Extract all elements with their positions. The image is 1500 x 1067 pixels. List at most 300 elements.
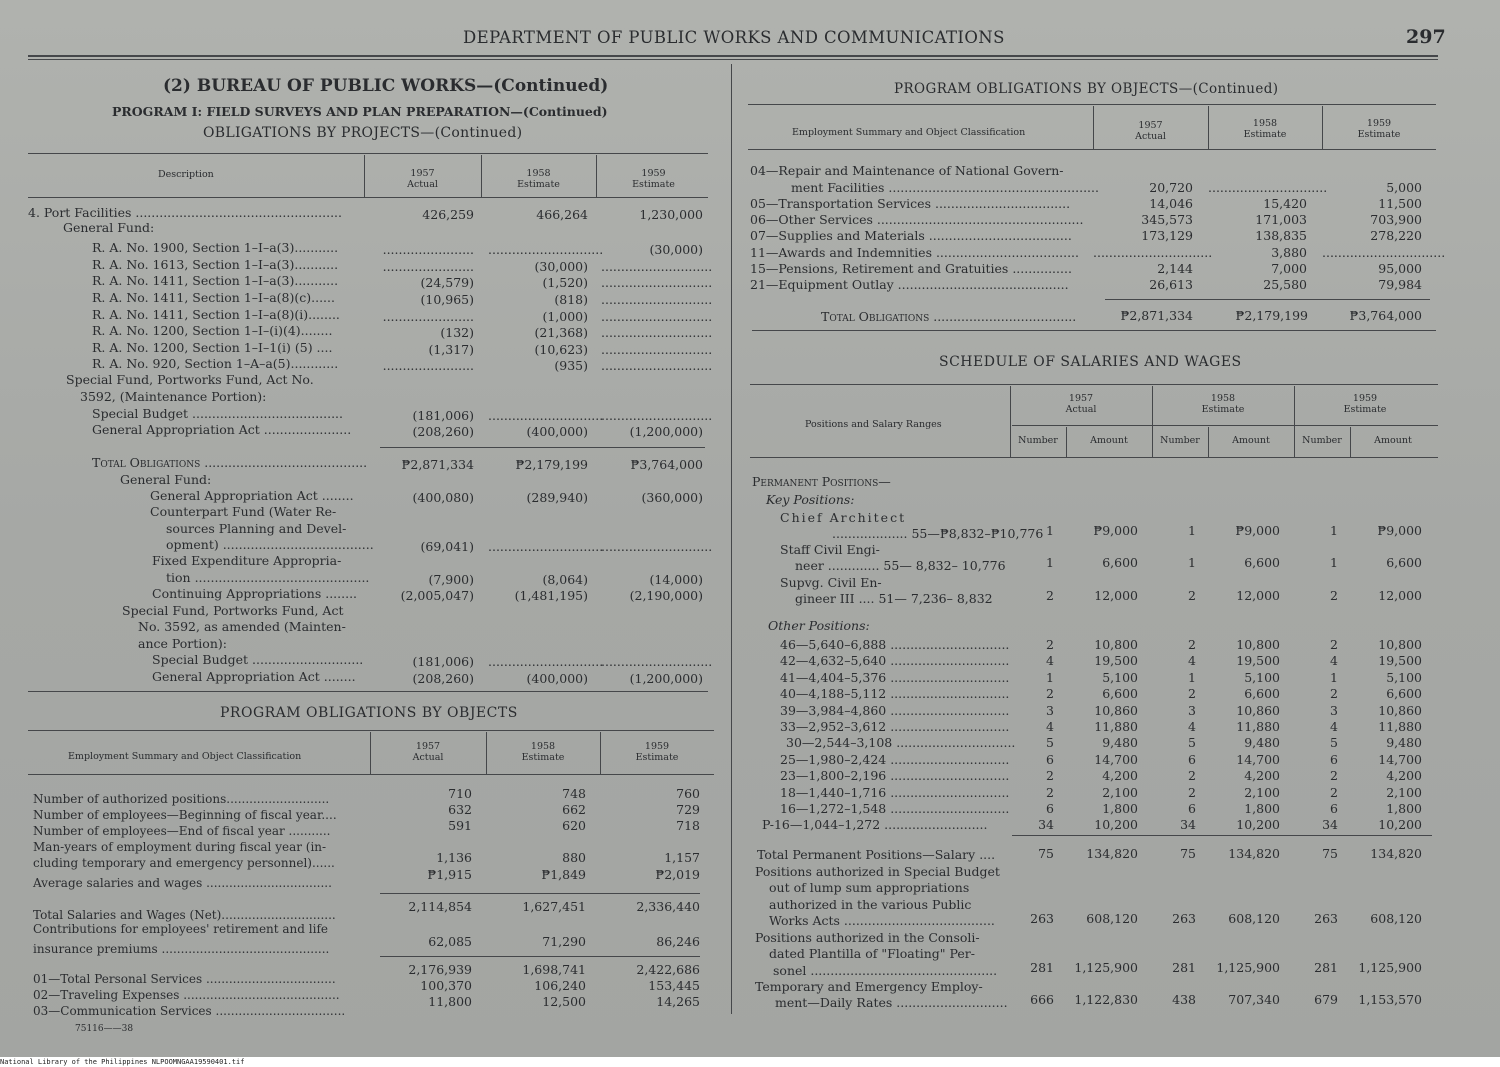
total-row-label: General Appropriation Act ........ bbox=[152, 669, 356, 684]
object-row-label: 06—Other Services .................................................... bbox=[750, 212, 1084, 227]
sched-amount: 12,000 bbox=[1094, 588, 1138, 603]
total-row-label: No. 3592, as amended (Mainten- bbox=[138, 619, 346, 634]
pobo-row-label: cluding temporary and emergency personnel)...... bbox=[33, 856, 335, 870]
total-row-value: (208,260) bbox=[412, 671, 474, 686]
project-row-value: ....................... bbox=[382, 309, 474, 324]
project-row-label: 4. Port Facilities .................................................... bbox=[28, 205, 342, 220]
sched-amount: 134,820 bbox=[1370, 846, 1422, 861]
total-row-value: (14,000) bbox=[649, 572, 703, 587]
section-rule bbox=[28, 691, 708, 692]
sched-number: 2 bbox=[1046, 588, 1054, 603]
sched-number: 4 bbox=[1046, 719, 1054, 734]
project-row-value: ............................ bbox=[601, 259, 713, 274]
project-row-value: (30,000) bbox=[534, 259, 588, 274]
sched-amount: 2,100 bbox=[1102, 785, 1138, 800]
project-row-label: General Appropriation Act ...................... bbox=[92, 422, 352, 437]
object-row-value: 138,835 bbox=[1255, 228, 1307, 243]
pobo-row-value: ₱1,915 bbox=[427, 867, 472, 882]
column-divider bbox=[731, 64, 732, 1014]
key-position-title: Supvg. Civil En- bbox=[780, 575, 882, 590]
sched-number: 1 bbox=[1046, 523, 1054, 538]
pobo-row-value: 1,698,741 bbox=[522, 962, 586, 977]
sched-amount: 10,200 bbox=[1236, 817, 1280, 832]
sched-number: 1 bbox=[1330, 555, 1338, 570]
sched-amount: 134,820 bbox=[1086, 846, 1138, 861]
total-row-value: ₱2,871,334 bbox=[401, 457, 474, 472]
summary-row-label: out of lump sum appropriations bbox=[769, 880, 970, 896]
total-row-value: ............................ bbox=[601, 654, 713, 669]
sched-number: 2 bbox=[1188, 588, 1196, 603]
pobo-row-value: 2,422,686 bbox=[636, 962, 700, 977]
total-row-label: Total Obligations ......................................... bbox=[92, 455, 368, 470]
sched-top-rule bbox=[750, 384, 1438, 385]
total-row-label: opment) ...................................... bbox=[166, 537, 374, 552]
sched-number: 2 bbox=[1188, 686, 1196, 701]
sched-number: 5 bbox=[1330, 735, 1338, 750]
sched-number: 666 bbox=[1030, 992, 1054, 1007]
sched-amount: 19,500 bbox=[1236, 653, 1280, 668]
sched-number: 263 bbox=[1030, 911, 1054, 926]
footnote: 75116——38 bbox=[75, 1024, 134, 1034]
project-row-value: (1,000) bbox=[542, 309, 588, 324]
pobo-row-value: 86,246 bbox=[656, 934, 700, 949]
project-row-value: (935) bbox=[554, 358, 588, 373]
object-row-label: 05—Transportation Services .................................. bbox=[750, 196, 1071, 211]
salary-range: 23—1,800–2,196 .............................. bbox=[780, 768, 1010, 783]
salary-range: 39—3,984–4,860 .............................. bbox=[780, 703, 1010, 718]
sched-number: 2 bbox=[1046, 768, 1054, 783]
sched-amount: 19,500 bbox=[1094, 653, 1138, 668]
pobo-row-label: Total Salaries and Wages (Net).............................. bbox=[33, 908, 336, 922]
sched-number-head: Number bbox=[1302, 435, 1342, 446]
project-row-value: ............................ bbox=[601, 408, 713, 423]
subtotal-rule bbox=[380, 447, 705, 448]
sched-amount: 6,600 bbox=[1386, 686, 1422, 701]
object-row-label: 04—Repair and Maintenance of National Govern- bbox=[750, 163, 1064, 178]
pobo-row-value: ₱1,849 bbox=[541, 867, 586, 882]
sched-amount: 6,600 bbox=[1386, 555, 1422, 570]
project-row-value: (21,368) bbox=[534, 325, 588, 340]
pobo-row-value: 620 bbox=[562, 818, 586, 833]
project-row-value: ............................ bbox=[601, 309, 713, 324]
sched-amount: 608,120 bbox=[1228, 911, 1280, 926]
pobo-row-label: 01—Total Personal Services .................................. bbox=[33, 972, 336, 986]
sched-number: 4 bbox=[1330, 719, 1338, 734]
object-row-value: 95,000 bbox=[1378, 261, 1422, 276]
project-row-label: R. A. No. 920, Section 1–A–a(5)............ bbox=[92, 356, 339, 371]
sched-number-head: Number bbox=[1018, 435, 1058, 446]
pobo-col-1957: 1957 Actual bbox=[412, 741, 444, 763]
sched-amount: 14,700 bbox=[1236, 752, 1280, 767]
sched-number: 34 bbox=[1038, 817, 1054, 832]
key-position-title: Chief Architect bbox=[780, 510, 907, 525]
salary-range: 46—5,640–6,888 .............................. bbox=[780, 637, 1010, 652]
page-header: DEPARTMENT OF PUBLIC WORKS AND COMMUNICATIONS bbox=[463, 28, 1005, 47]
pobo-row-label: Number of employees—Beginning of fiscal year.... bbox=[33, 808, 337, 822]
sched-amount: 10,860 bbox=[1378, 703, 1422, 718]
pobo-row-value: 11,800 bbox=[428, 994, 472, 1009]
project-row-label: R. A. No. 1200, Section 1–I–(i)(4)........ bbox=[92, 323, 333, 338]
pobo-row-label: Man-years of employment during fiscal year (in- bbox=[33, 840, 327, 854]
sum-rule bbox=[380, 956, 700, 957]
object-row-value: 11,500 bbox=[1378, 196, 1422, 211]
object-row-value: 5,000 bbox=[1386, 180, 1422, 195]
summary-row-label: sonel ............................................... bbox=[773, 962, 998, 978]
sched-amount: 4,200 bbox=[1102, 768, 1138, 783]
total-row-value: (8,064) bbox=[542, 572, 588, 587]
project-row-value: ....................... bbox=[382, 242, 474, 257]
summary-row-label: authorized in the various Public bbox=[769, 896, 972, 912]
sched-amount: 1,800 bbox=[1244, 801, 1280, 816]
pobo-row-value: 100,370 bbox=[420, 978, 472, 993]
sched-number-head: Number bbox=[1160, 435, 1200, 446]
sched-amount: 1,125,900 bbox=[1358, 960, 1422, 975]
sched-number: 1 bbox=[1188, 670, 1196, 685]
project-row-value: (1,200,000) bbox=[629, 424, 703, 439]
project-row-label: Special Budget ...................................... bbox=[92, 406, 344, 421]
sched-number: 6 bbox=[1330, 752, 1338, 767]
project-row-label: Special Fund, Portworks Fund, Act No. bbox=[66, 372, 314, 387]
pobo-row-value: 14,265 bbox=[656, 994, 700, 1009]
pobo-row-value: 760 bbox=[676, 786, 700, 801]
pobo-row-value: 2,114,854 bbox=[408, 899, 472, 914]
total-row-value: ............................. bbox=[488, 539, 604, 554]
table1-top-rule bbox=[28, 153, 708, 154]
sched-number: 75 bbox=[1322, 846, 1338, 861]
sched-number: 2 bbox=[1188, 637, 1196, 652]
salary-range: 16—1,272–1,548 .............................. bbox=[780, 801, 1010, 816]
r-col-desc: Employment Summary and Object Classification bbox=[792, 127, 1026, 138]
sched-number: 281 bbox=[1314, 960, 1338, 975]
pobo-row-value: 71,290 bbox=[542, 934, 586, 949]
r-col-1957: 1957 Actual bbox=[1135, 120, 1166, 142]
pobo-row-value: 2,176,939 bbox=[408, 962, 472, 977]
project-row-value: ............................. bbox=[488, 408, 604, 423]
sched-amount: 10,800 bbox=[1094, 637, 1138, 652]
sched-number: 6 bbox=[1188, 801, 1196, 816]
project-row-value: ............................ bbox=[601, 358, 713, 373]
sched-amount: 5,100 bbox=[1386, 670, 1422, 685]
schedule-title: SCHEDULE OF SALARIES AND WAGES bbox=[939, 354, 1242, 370]
summary-row-label: ment—Daily Rates ............................ bbox=[775, 995, 1008, 1011]
sched-number: 679 bbox=[1314, 992, 1338, 1007]
sched-amount: ₱9,000 bbox=[1235, 523, 1280, 538]
salary-range: 30—2,544–3,108 .............................. bbox=[786, 735, 1016, 750]
sum-rule bbox=[380, 893, 700, 894]
salary-range: 33—2,952–3,612 .............................. bbox=[780, 719, 1010, 734]
project-row-label: R. A. No. 1411, Section 1–I–a(3)........... bbox=[92, 273, 339, 288]
total-row-value: (2,190,000) bbox=[629, 588, 703, 603]
salary-range: 18—1,440–1,716 .............................. bbox=[780, 785, 1010, 800]
sched-amount: 9,480 bbox=[1244, 735, 1280, 750]
object-row-value: 7,000 bbox=[1271, 261, 1307, 276]
pobo-row-label: 02—Traveling Expenses ......................................... bbox=[33, 988, 340, 1002]
object-row-value: 25,580 bbox=[1263, 277, 1307, 292]
total-row-label: sources Planning and Devel- bbox=[166, 521, 347, 536]
sched-number: 4 bbox=[1046, 653, 1054, 668]
sched-amount: 4,200 bbox=[1386, 768, 1422, 783]
project-row-value: ............................ bbox=[601, 292, 713, 307]
r-total-1959: ₱3,764,000 bbox=[1349, 308, 1422, 323]
sched-amount: 14,700 bbox=[1094, 752, 1138, 767]
project-row-value: 466,264 bbox=[536, 207, 588, 222]
total-row-value: ₱3,764,000 bbox=[630, 457, 703, 472]
total-row-label: Special Fund, Portworks Fund, Act bbox=[122, 603, 344, 618]
object-row-value: 26,613 bbox=[1149, 277, 1193, 292]
project-row-label: General Fund: bbox=[63, 220, 155, 235]
sched-number: 6 bbox=[1046, 801, 1054, 816]
sched-col-1958: 1958 Estimate bbox=[1201, 393, 1245, 415]
sched-amount: 1,800 bbox=[1386, 801, 1422, 816]
sched-number: 1 bbox=[1046, 670, 1054, 685]
sched-number: 6 bbox=[1046, 752, 1054, 767]
sched-amount: 1,125,900 bbox=[1216, 960, 1280, 975]
pobo-row-value: 710 bbox=[448, 786, 472, 801]
pobo-row-value: 1,157 bbox=[664, 850, 700, 865]
sched-amount: 10,800 bbox=[1236, 637, 1280, 652]
object-row-label: 07—Supplies and Materials .................................... bbox=[750, 228, 1072, 243]
total-row-label: General Fund: bbox=[120, 472, 212, 487]
summary-row-label: Positions authorized in the Consoli- bbox=[755, 930, 980, 945]
project-row-label: R. A. No. 1200, Section 1–I–1(i) (5) .... bbox=[92, 340, 333, 355]
total-row-label: Fixed Expenditure Appropria- bbox=[152, 553, 342, 568]
project-row-value: ....................... bbox=[382, 358, 474, 373]
sched-number: 34 bbox=[1180, 817, 1196, 832]
sched-number: 438 bbox=[1172, 992, 1196, 1007]
sched-head-rule bbox=[750, 457, 1438, 458]
sched-number: 6 bbox=[1188, 752, 1196, 767]
sched-number: 5 bbox=[1188, 735, 1196, 750]
pobo-row-value: 106,240 bbox=[534, 978, 586, 993]
table2-head-rule bbox=[28, 774, 714, 775]
total-row-value: (1,200,000) bbox=[629, 671, 703, 686]
sched-amount: 134,820 bbox=[1228, 846, 1280, 861]
object-row-value: .............................. bbox=[1093, 245, 1213, 260]
sched-amount-head: Amount bbox=[1232, 435, 1270, 446]
sched-number: 281 bbox=[1172, 960, 1196, 975]
sched-amount: 19,500 bbox=[1378, 653, 1422, 668]
col-1957: 1957 Actual bbox=[407, 168, 438, 190]
project-row-label: R. A. No. 1411, Section 1–I–a(8)(i)........ bbox=[92, 307, 340, 322]
sched-number: 2 bbox=[1046, 686, 1054, 701]
header-rule-thin bbox=[28, 59, 1438, 60]
sched-col-1957: 1957 Actual bbox=[1065, 393, 1097, 415]
col-1958: 1958 Estimate bbox=[517, 168, 560, 190]
col-1959: 1959 Estimate bbox=[632, 168, 675, 190]
sched-number: 2 bbox=[1046, 785, 1054, 800]
total-row-value: (2,005,047) bbox=[400, 588, 474, 603]
sched-amount: 12,000 bbox=[1236, 588, 1280, 603]
key-positions-label: Key Positions: bbox=[766, 492, 855, 507]
sched-amount: 1,153,570 bbox=[1358, 992, 1422, 1007]
sched-number: 4 bbox=[1330, 653, 1338, 668]
bureau-title: (2) BUREAU OF PUBLIC WORKS—(Continued) bbox=[163, 76, 609, 96]
key-position-range: ................... 55—₱8,832–₱10,776 bbox=[832, 526, 1044, 541]
sched-amount: 9,480 bbox=[1102, 735, 1138, 750]
pobo-col-desc: Employment Summary and Object Classification bbox=[68, 751, 302, 762]
total-row-label: General Appropriation Act ........ bbox=[150, 488, 354, 503]
object-row-value: 3,880 bbox=[1271, 245, 1307, 260]
pobo-col-1958: 1958 Estimate bbox=[521, 741, 565, 763]
sched-amount: 6,600 bbox=[1244, 686, 1280, 701]
sched-amount: 608,120 bbox=[1086, 911, 1138, 926]
pobo-row-value: 1,627,451 bbox=[522, 899, 586, 914]
scan-footer: National Library of the Philippines NLPOOMNGAA19590401.tif bbox=[0, 1057, 1500, 1067]
pobo-row-value: 748 bbox=[562, 786, 586, 801]
pobo-row-value: 62,085 bbox=[428, 934, 472, 949]
sched-number: 2 bbox=[1330, 768, 1338, 783]
sched-amount: 14,700 bbox=[1378, 752, 1422, 767]
total-row-label: Special Budget ............................ bbox=[152, 652, 364, 667]
object-row-value: 703,900 bbox=[1370, 212, 1422, 227]
sched-number: 75 bbox=[1038, 846, 1054, 861]
sched-number: 1 bbox=[1188, 555, 1196, 570]
total-row-value: (289,940) bbox=[526, 490, 588, 505]
salary-range: 40—4,188–5,112 .............................. bbox=[780, 686, 1010, 701]
object-row-value: 20,720 bbox=[1149, 180, 1193, 195]
section-rule bbox=[752, 330, 1436, 331]
sched-number: 3 bbox=[1046, 703, 1054, 718]
summary-row-label: Total Permanent Positions—Salary .... bbox=[757, 847, 996, 862]
sched-number: 1 bbox=[1330, 523, 1338, 538]
sched-amount: 10,860 bbox=[1094, 703, 1138, 718]
sched-amount: 10,200 bbox=[1378, 817, 1422, 832]
sched-amount: 5,100 bbox=[1102, 670, 1138, 685]
object-row-value: 14,046 bbox=[1149, 196, 1193, 211]
r-total-label: Total Obligations .................................... bbox=[821, 309, 1077, 324]
sched-number: 4 bbox=[1188, 719, 1196, 734]
sched-amount: 4,200 bbox=[1244, 768, 1280, 783]
total-row-value: (1,481,195) bbox=[514, 588, 588, 603]
project-row-value: (1,520) bbox=[542, 275, 588, 290]
project-row-label: R. A. No. 1613, Section 1–I–a(3)........... bbox=[92, 257, 339, 272]
table2-top-rule bbox=[28, 730, 714, 731]
project-row-value: ............................. bbox=[488, 242, 604, 257]
total-row-value: (360,000) bbox=[641, 490, 703, 505]
sched-number: 2 bbox=[1046, 637, 1054, 652]
sched-amount: ₱9,000 bbox=[1093, 523, 1138, 538]
sched-number: 3 bbox=[1188, 703, 1196, 718]
sched-amount: 707,340 bbox=[1228, 992, 1280, 1007]
sched-mid-rule bbox=[1012, 425, 1438, 426]
pobo-row-value: 880 bbox=[562, 850, 586, 865]
sched-amount: 12,000 bbox=[1378, 588, 1422, 603]
total-row-value: ............................. bbox=[488, 654, 604, 669]
project-row-value: (208,260) bbox=[412, 424, 474, 439]
sched-amount-head: Amount bbox=[1374, 435, 1412, 446]
sched-amount: 6,600 bbox=[1102, 555, 1138, 570]
sched-amount: 6,600 bbox=[1244, 555, 1280, 570]
sched-number: 1 bbox=[1188, 523, 1196, 538]
page-number: 297 bbox=[1406, 26, 1446, 48]
sched-number: 3 bbox=[1330, 703, 1338, 718]
total-row-value: (400,000) bbox=[526, 671, 588, 686]
sched-amount: 2,100 bbox=[1386, 785, 1422, 800]
project-row-value: (400,000) bbox=[526, 424, 588, 439]
sched-number: 263 bbox=[1314, 911, 1338, 926]
sched-amount: 1,125,900 bbox=[1074, 960, 1138, 975]
sched-amount: 10,800 bbox=[1378, 637, 1422, 652]
sched-amount: 608,120 bbox=[1370, 911, 1422, 926]
pobo-row-value: 153,445 bbox=[648, 978, 700, 993]
sched-col-desc: Positions and Salary Ranges bbox=[805, 419, 942, 430]
project-row-label: R. A. No. 1411, Section 1–I–a(8)(c)...... bbox=[92, 290, 335, 305]
object-row-value: 278,220 bbox=[1370, 228, 1422, 243]
pobo-row-label: 03—Communication Services .................................. bbox=[33, 1004, 346, 1018]
object-row-value: 79,984 bbox=[1378, 277, 1422, 292]
project-row-value: 426,259 bbox=[422, 207, 474, 222]
summary-row-label: Temporary and Emergency Employ- bbox=[755, 979, 983, 994]
sched-amount: 2,100 bbox=[1244, 785, 1280, 800]
object-row-value: 345,573 bbox=[1141, 212, 1193, 227]
pobo-row-value: 12,500 bbox=[542, 994, 586, 1009]
sched-number: 2 bbox=[1188, 785, 1196, 800]
pobo-col-1959: 1959 Estimate bbox=[635, 741, 679, 763]
pobo-row-value: 662 bbox=[562, 802, 586, 817]
sched-number: 1 bbox=[1330, 670, 1338, 685]
r-total-1957: ₱2,871,334 bbox=[1120, 308, 1193, 323]
pobo-row-value: 632 bbox=[448, 802, 472, 817]
key-position-range: gineer III .... 51— 7,236– 8,832 bbox=[795, 591, 993, 606]
project-row-value: (10,623) bbox=[534, 342, 588, 357]
table3-head-rule bbox=[748, 149, 1436, 150]
object-row-value: .............................. bbox=[1208, 180, 1328, 195]
sched-amount: ₱9,000 bbox=[1377, 523, 1422, 538]
pobo-row-label: insurance premiums ............................................ bbox=[33, 942, 330, 956]
project-row-value: (1,317) bbox=[428, 342, 474, 357]
sched-amount: 5,100 bbox=[1244, 670, 1280, 685]
total-row-value: (69,041) bbox=[420, 539, 474, 554]
sched-amount: 9,480 bbox=[1386, 735, 1422, 750]
sched-amount: 1,800 bbox=[1102, 801, 1138, 816]
total-row-value: (181,006) bbox=[412, 654, 474, 669]
table3-top-rule bbox=[748, 104, 1436, 105]
total-row-value: (400,080) bbox=[412, 490, 474, 505]
project-row-value: (24,579) bbox=[420, 275, 474, 290]
salary-range: 41—4,404–5,376 .............................. bbox=[780, 670, 1010, 685]
sched-number: 6 bbox=[1330, 801, 1338, 816]
sched-amount: 11,880 bbox=[1094, 719, 1138, 734]
r-col-1959: 1959 Estimate bbox=[1357, 118, 1401, 140]
project-row-value: (181,006) bbox=[412, 408, 474, 423]
sched-number: 2 bbox=[1330, 785, 1338, 800]
pobo-row-value: 591 bbox=[448, 818, 472, 833]
pobo-row-value: ₱2,019 bbox=[655, 867, 700, 882]
sched-number: 34 bbox=[1322, 817, 1338, 832]
sched-col-1959: 1959 Estimate bbox=[1343, 393, 1387, 415]
pobo-row-label: Number of employees—End of fiscal year ........... bbox=[33, 824, 331, 838]
total-row-label: ance Portion): bbox=[138, 636, 227, 651]
key-position-title: Staff Civil Engi- bbox=[780, 542, 880, 557]
project-row-value: 1,230,000 bbox=[639, 207, 703, 222]
total-row-value: ₱2,179,199 bbox=[515, 457, 588, 472]
sched-amount: 11,880 bbox=[1236, 719, 1280, 734]
project-row-value: (10,965) bbox=[420, 292, 474, 307]
summary-row-label: dated Plantilla of "Floating" Per- bbox=[769, 946, 975, 962]
col-description: Description bbox=[158, 169, 214, 180]
object-row-value: 173,129 bbox=[1141, 228, 1193, 243]
sched-amount: 10,860 bbox=[1236, 703, 1280, 718]
pobo-row-value: 2,336,440 bbox=[636, 899, 700, 914]
summary-row-label: Works Acts ...................................... bbox=[769, 913, 995, 929]
sched-amount: 6,600 bbox=[1102, 686, 1138, 701]
program-title: PROGRAM I: FIELD SURVEYS AND PLAN PREPARATION—(Continued) bbox=[112, 104, 608, 119]
section-title: OBLIGATIONS BY PROJECTS—(Continued) bbox=[203, 125, 523, 141]
project-row-label: R. A. No. 1900, Section 1–I–a(3)........... bbox=[92, 240, 339, 255]
project-row-value: (30,000) bbox=[649, 242, 703, 257]
object-row-label: 11—Awards and Indemnities .................................... bbox=[750, 245, 1080, 260]
pobo-row-label: Contributions for employees' retirement and life bbox=[33, 922, 329, 936]
